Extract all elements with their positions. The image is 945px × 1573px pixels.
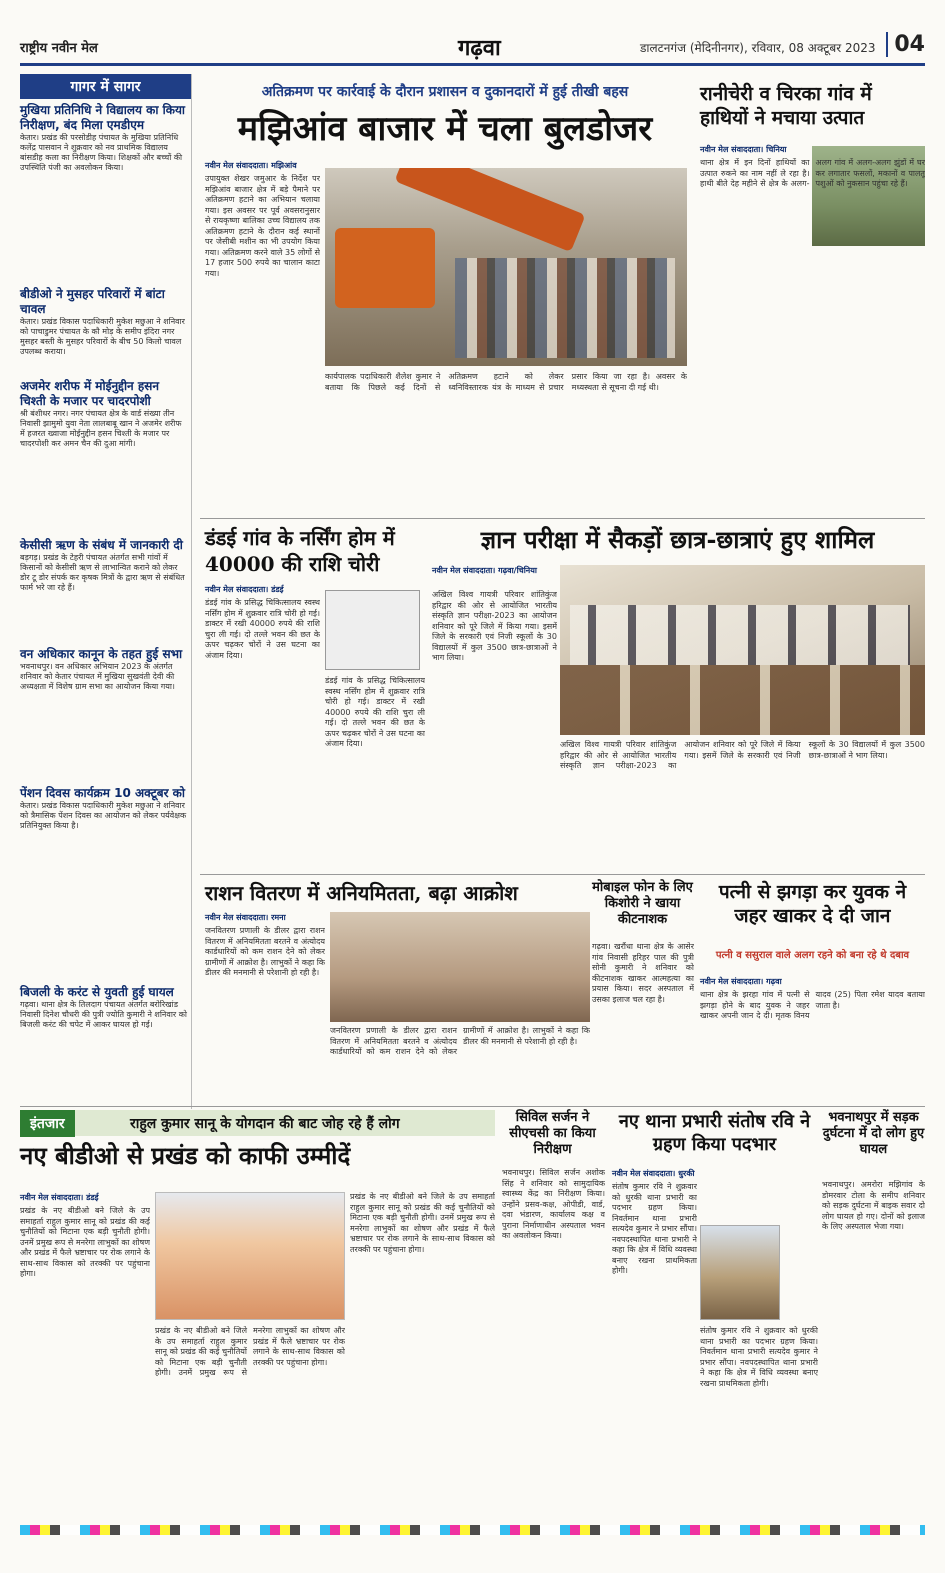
page-number: 04: [886, 32, 925, 57]
ration-story-headline: राशन वितरण में अनियमितता, बढ़ा आक्रोश: [205, 881, 518, 905]
briefs-header: गागर में सागर: [20, 74, 191, 99]
bdo-story-body-continued: प्रखंड के नए बीडीओ बने जिले के उप समाहर्ता राहुल कुमार सानू को प्रखंड की कई चुनौतियों को मिटाना एक बड़ी चुनौती होगी। उनमें प्रमुख रूप से मनरेगा लाभुकों का शोषण और प्रखंड में फैले भ्रष्टाचार पर रोक लगाने के साथ-साथ विकास को तरक्की पर पहुंचाना होगा।: [155, 1326, 345, 1377]
block-office-photo: [155, 1192, 345, 1320]
brief-item: [20, 786, 191, 981]
exam-hall-photo: [560, 565, 925, 735]
bdo-story-subheadline: राहुल कुमार सानू के योगदान की बाट जोह रहे हैं लोग: [130, 1116, 400, 1132]
elephant-story-headline: रानीचेरी व चिरका गांव में हाथियों ने मचाया उत्पात: [700, 83, 872, 129]
accident-story-body: भवनाथपुर। अमरोरा मझिगांव के डोमरवार टोला के समीप शनिवार को सड़क दुर्घटना में बाइक सवार दो लोग घायल हो गए। दोनों को इलाज के लिए अस्पताल भेजा गया।: [822, 1180, 925, 1231]
theft-story-byline: नवीन मेल संवाददाता। डंडई: [205, 585, 284, 594]
brief-title: वन अधिकार कानून के तहत हुई सभा: [20, 647, 183, 661]
dateline: डालटनगंज (मेदिनीनगर), रविवार, 08 अक्टूबर 2023: [640, 41, 876, 55]
wife-story-headline: पत्नी से झगड़ा कर युवक ने जहर खाकर दे दी जान: [718, 881, 907, 927]
masthead: [20, 30, 925, 66]
bdo-story-headline: नए बीडीओ से प्रखंड को काफी उम्मीदें: [20, 1141, 351, 1170]
bdo-story-byline: नवीन मेल संवाददाता। डंडई: [20, 1193, 99, 1202]
police-officer-photo: [700, 1225, 780, 1320]
brief-title: मुखिया प्रतिनिधि ने विद्यालय का किया निरीक्षण, बंद मिला एमडीएम: [20, 103, 186, 132]
ration-protest-photo: [330, 912, 590, 1022]
brief-text: बड़गड़। प्रखंड के टेहरी पंचायत अंतर्गत सभी गांवों में किसानों को केसीसी ऋण से लाभान्वित कराने को लेकर डोर टू डोर संपर्क कर कृषक मित्रों के द्वारा ऋण से संबंधित फार्म भरे जा रहे हैं।: [20, 553, 185, 592]
accident-story-headline: भवनाथपुर में सड़क दुर्घटना में दो लोग हुए घायल: [822, 1110, 925, 1157]
theft-story-body-continued: डंडई गांव के प्रसिद्ध चिकित्सालय स्वस्थ नर्सिंग होम में शुक्रवार रात्रि चोरी हो गई। डाक्टर में रखी 40000 रुपये की राशि चुरा ली गई। दो तल्ले भवन की छत के ऊपर चढ़कर चोरों ने उस घटना का अंजाम दिया।: [325, 676, 425, 748]
thana-story-body-continued: संतोष कुमार रवि ने शुक्रवार को धुरकी थाना प्रभारी का पदभार ग्रहण किया। निवर्तमान थाना प्रभारी सत्यदेव कुमार ने प्रभार सौंपा। नवपदस्थापित थाना प्रभारी ने कहा कि क्षेत्र में विधि व्यवस्था बनाए रखना प्राथमिकता होगी।: [700, 1326, 818, 1388]
brief-item: [20, 647, 191, 782]
mobile-story-headline: मोबाइल फोन के लिए किशोरी ने खाया कीटनाशक: [592, 880, 693, 927]
brief-text: गढ़वा। थाना क्षेत्र के तिलदाग पंचायत अंतर्गत बरोरिखांड निवासी दिनेश चौधरी की पुत्री ज्योति कुमारी ने शनिवार को बिजली करंट की चपेट में आकर घायल हो गई।: [20, 1000, 187, 1029]
brief-text: केतार। प्रखंड विकास पदाधिकारी मुकेश मछुआ ने शनिवार को त्रैमासिक पेंशन दिवस का आयोजन को लेकर पर्यवेक्षक प्रतिनियुक्त किया है।: [20, 801, 187, 830]
top-story-body-continued: कार्यपालक पदाधिकारी शैलेश कुमार ने बताया कि पिछले कई दिनों से अतिक्रमण हटाने को लेकर ध्वनिविस्तारक यंत्र के माध्यम से प्रचार प्रसार किया जा रहा है। अवसर के मध्यस्थता से सूचना दी गई थी।: [325, 372, 687, 392]
print-color-bar: [20, 1525, 925, 1535]
wife-story-byline: नवीन मेल संवाददाता। गढ़वा: [700, 977, 782, 986]
thana-story-byline: नवीन मेल संवाददाता। धुरकी: [612, 1169, 695, 1178]
top-story-byline: नवीन मेल संवाददाता। मझिआंव: [205, 161, 297, 170]
bdo-story-body: प्रखंड के नए बीडीओ बने जिले के उप समाहर्ता राहुल कुमार सानू को प्रखंड की कई चुनौतियों को मिटाना एक बड़ी चुनौती होगी। उनमें प्रमुख रूप से मनरेगा लाभुकों का शोषण और प्रखंड में फैले भ्रष्टाचार पर रोक लगाने के साथ-साथ विकास को तरक्की पर पहुंचाना होगा।: [20, 1206, 150, 1278]
brief-item: [20, 379, 191, 534]
top-story-body: उपायुक्त शेखर जमुआर के निर्देश पर मझिआंव बाजार क्षेत्र में बड़े पैमाने पर अतिक्रमण हटाने का अभियान चलाया गया। इस अवसर पर पूर्व अवसरानुसार से रायकृष्णा बालिका उच्च विद्यालय तक अतिक्रमण हटाने के दौरान कई स्थानों पर जेसीबी मशीन का भी उपयोग किया गया। अतिक्रमण करने वाले 35 लोगों से 17 हजार 500 रुपये का चालान काटा गया।: [205, 174, 320, 278]
brief-item: [20, 287, 191, 375]
crowd-shape: [455, 258, 675, 358]
wife-story-body: थाना क्षेत्र के झरहा गांव में पत्नी से झगड़ा होने के बाद युवक ने जहर खाकर अपनी जान दे दी। मृतक विनय यादव (25) पिता रमेश यादव बताया जाता है।: [700, 990, 925, 1020]
divider: [20, 1106, 925, 1107]
brief-title: केसीसी ऋण के संबंध में जानकारी दी: [20, 538, 183, 552]
divider: [200, 518, 925, 519]
theft-story-headline: डंडई गांव के नर्सिंग होम में 40000 की राशि चोरी: [205, 526, 395, 576]
brief-title: बीडीओ ने मुसहर परिवारों में बांटा चावल: [20, 287, 165, 316]
elephant-story-body: थाना क्षेत्र में इन दिनों हाथियों का उत्पात रुकने का नाम नहीं ले रहा है। हाथी बीते देह महीने से क्षेत्र के अलग-अलग गांव में अलग-अलग झुंडों में घर कर लगातार फसलों, मकानों व पालतू पशुओं को नुकसान पहुंचा रहे हैं।: [700, 158, 925, 188]
wife-story-kicker: पत्नी व ससुराल वाले अलग रहने को बना रहे थे दबाव: [715, 950, 910, 961]
brief-text: भवनाथपुर। वन अधिकार अभियान 2023 के अंतर्गत शनिवार को केतार पंचायत में मुखिया सुखवंती देवी की अध्यक्षता में विशेष ग्राम सभा का आयोजन किया गया।: [20, 662, 175, 691]
brief-text: केतार। प्रखंड विकास पदाधिकारी मुकेश मछुआ ने शनिवार को पाचाडुमर पंचायत के कौ मोड़ के समीप इंदिरा नगर मुसहर बस्ती के मुसहर परिवारों के बीच 50 किलो चावल उपलब्ध कराया।: [20, 317, 185, 356]
top-story-headline: मझिआंव बाजार में चला बुलडोजर: [237, 109, 653, 149]
brief-item: [20, 538, 191, 643]
bdo-story-tag: इंतजार: [20, 1110, 75, 1137]
mobile-story-body: गढ़वा। खरौंधा थाना क्षेत्र के आसेर गांव निवासी हरिहर पाल की पुत्री सोनी कुमारी ने शनिवार को कीटनाशक खाकर आत्महत्या का प्रयास किया। सदर अस्पताल में उसका इलाज चल रहा है।: [592, 942, 694, 1004]
brief-text: श्री बंशीधर नगर। नगर पंचायत क्षेत्र के वार्ड संख्या तीन निवासी झामुमो युवा नेता लालबाबू खान ने अजमेर शरीफ में हजरत ख्वाजा मोईनुद्दीन हसन चिश्ती के मजार पर चादरपोशी कर अमन चैन की दुआ मांगी।: [20, 409, 182, 448]
students-shape: [570, 605, 910, 665]
section-title: गढ़वा: [458, 35, 501, 61]
divider: [200, 874, 925, 875]
brief-title: अजमेर शरीफ में मोईनुद्दीन हसन चिश्ती के मजार पर चादरपोशी: [20, 379, 160, 408]
briefs-column: [20, 74, 192, 1109]
brief-text: केतार। प्रखंड की परसोडीह पंचायत के मुखिया प्रतिनिधि कलेंद्र पासवान ने शुक्रवार को नव प्राथमिक विद्यालय बांसडीह कला का निरीक्षण किया। शिक्षकों और बच्चों की उपस्थिति पंजी का अवलोकन किया।: [20, 133, 183, 172]
thana-story-headline: नए थाना प्रभारी संतोष रवि ने ग्रहण किया पदभार: [618, 1111, 811, 1155]
bdo-story-body-continued-2: प्रखंड के नए बीडीओ बने जिले के उप समाहर्ता राहुल कुमार सानू को प्रखंड की कई चुनौतियों को मिटाना एक बड़ी चुनौती होगी। उनमें प्रमुख रूप से मनरेगा लाभुकों का शोषण और प्रखंड में फैले भ्रष्टाचार पर रोक लगाने के साथ-साथ विकास को तरक्की पर पहुंचाना होगा।: [350, 1192, 495, 1254]
desks-shape: [560, 665, 925, 735]
bdo-story-band: [20, 1110, 495, 1136]
elephant-story-byline: नवीन मेल संवाददाता। चिनिया: [700, 145, 787, 154]
brief-item: [20, 985, 191, 1060]
ration-story-body-continued: जनवितरण प्रणाली के डीलर द्वारा राशन वितरण में अनियमितता बरतने व अंत्योदय कार्डधारियों को कम राशन देने को लेकर ग्रामीणों में आक्रोश है। लाभुकों ने कहा कि डीलर की मनमानी से परेशानी हो रही है।: [330, 1026, 590, 1056]
civil-surgeon-story-headline: सिविल सर्जन ने सीएचसी का किया निरीक्षण: [509, 1110, 596, 1157]
excavator-body-shape: [335, 228, 435, 308]
ration-story-byline: नवीन मेल संवाददाता। रमना: [205, 913, 286, 922]
exam-story-byline: नवीन मेल संवाददाता। गढ़वा/चिनिया: [432, 566, 537, 575]
brief-title: पेंशन दिवस कार्यक्रम 10 अक्टूबर को: [20, 786, 186, 800]
top-story-kicker: अतिक्रमण पर कार्रवाई के दौरान प्रशासन व दुकानदारों में हुई तीखी बहस: [261, 84, 629, 100]
theft-illustration: [325, 590, 420, 670]
ration-story-body: जनवितरण प्रणाली के डीलर द्वारा राशन वितरण में अनियमितता बरतने व अंत्योदय कार्डधारियों को कम राशन देने को लेकर ग्रामीणों में आक्रोश है। लाभुकों ने कहा कि डीलर की मनमानी से परेशानी हो रही है।: [205, 926, 325, 977]
bulldozer-photo: [325, 168, 687, 366]
civil-surgeon-story-body: भवनाथपुर। सिविल सर्जन अशोक सिंह ने शनिवार को सामुदायिक स्वास्थ्य केंद्र का निरीक्षण किया। उन्होंने प्रसव-कक्ष, ओपीडी, वार्ड, दवा भंडारण, कार्यालय कक्ष व पुराना निर्माणाधीन अस्पताल भवन का अवलोकन किया।: [502, 1168, 605, 1240]
brief-title: बिजली के करंट से युवती हुई घायल: [20, 985, 174, 999]
exam-story-body-continued: अखिल विश्व गायत्री परिवार शांतिकुंज हरिद्वार की ओर से आयोजित भारतीय संस्कृति ज्ञान परीक्षा-2023 का आयोजन शनिवार को पूरे जिले में किया गया। इसमें जिले के सरकारी एवं निजी स्कूलों के 30 विद्यालयों में कुल 3500 छात्र-छात्राओं ने भाग लिया।: [560, 740, 925, 770]
theft-story-body: डंडई गांव के प्रसिद्ध चिकित्सालय स्वस्थ नर्सिंग होम में शुक्रवार रात्रि चोरी हो गई। डाक्टर में रखी 40000 रुपये की राशि चुरा ली गई। दो तल्ले भवन की छत के ऊपर चढ़कर चोरों ने उस घटना का अंजाम दिया।: [205, 598, 320, 660]
exam-story-body: अखिल विश्व गायत्री परिवार शांतिकुंज हरिद्वार की ओर से आयोजित भारतीय संस्कृति ज्ञान परीक्षा-2023 का आयोजन शनिवार को पूरे जिले में किया गया। इसमें जिले के सरकारी एवं निजी स्कूलों के 30 विद्यालयों में कुल 3500 छात्र-छात्राओं ने भाग लिया।: [432, 590, 557, 662]
brief-item: [20, 103, 191, 283]
thana-story-body: संतोष कुमार रवि ने शुक्रवार को धुरकी थाना प्रभारी का पदभार ग्रहण किया। निवर्तमान थाना प्रभारी सत्यदेव कुमार ने प्रभार सौंपा। नवपदस्थापित थाना प्रभारी ने कहा कि क्षेत्र में विधि व्यवस्था बनाए रखना प्राथमिकता होगी।: [612, 1182, 697, 1275]
exam-story-headline: ज्ञान परीक्षा में सैकड़ों छात्र-छात्राएं हुए शामिल: [480, 525, 875, 554]
brand-name: राष्ट्रीय नवीन मेल: [20, 41, 98, 56]
